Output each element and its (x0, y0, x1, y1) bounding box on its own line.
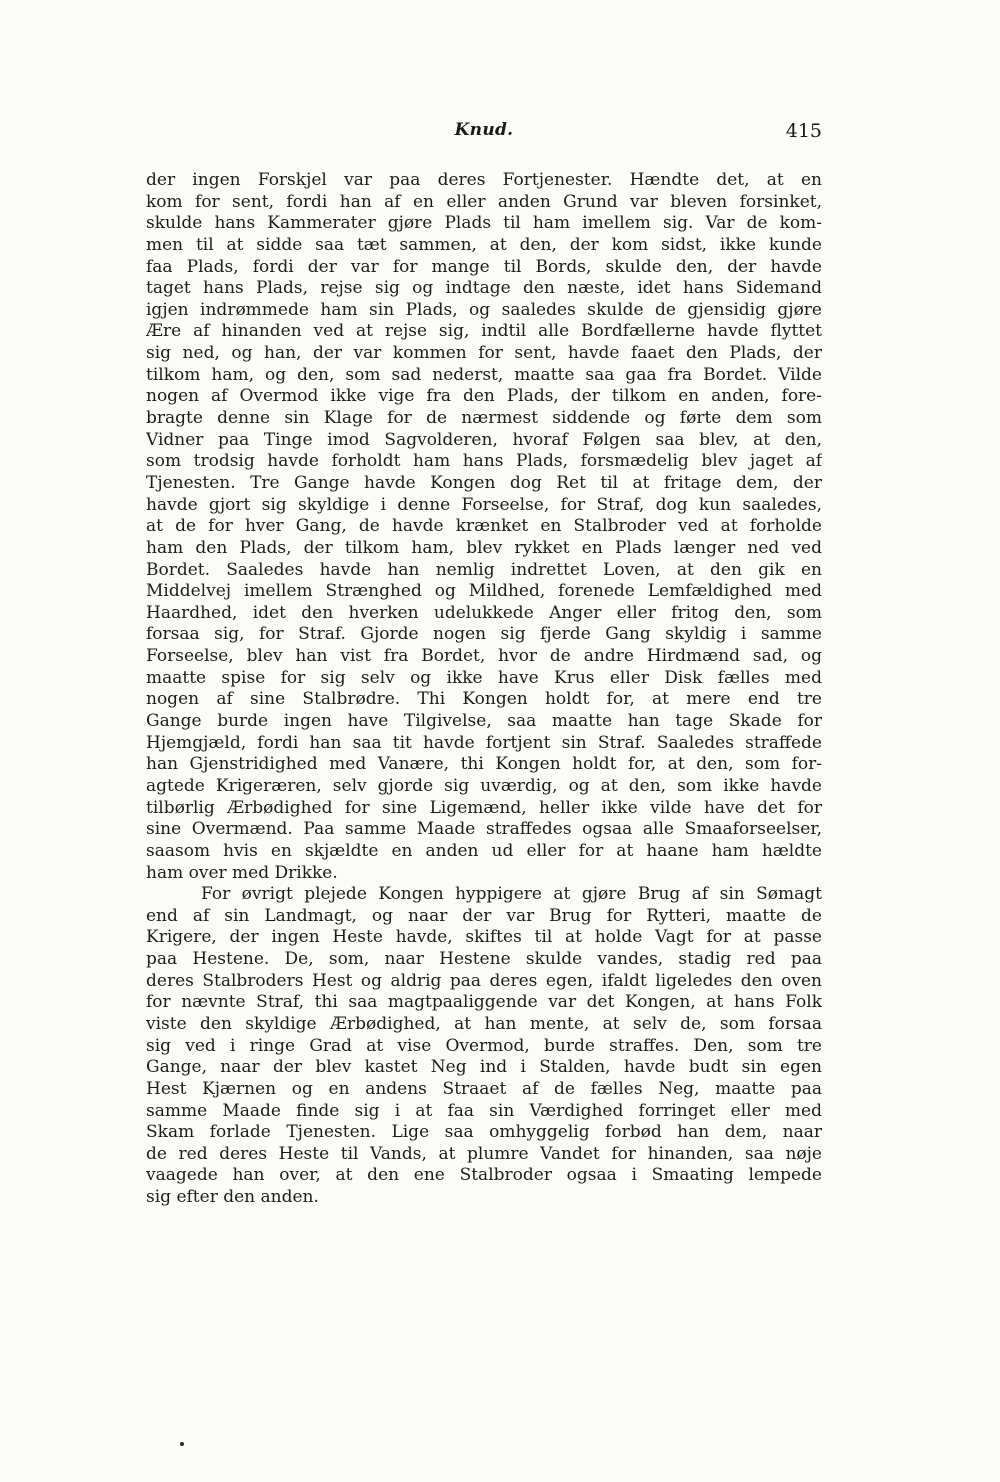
text-line: Tjenesten. Tre Gange havde Kongen dog Ret til at fritage dem, der (146, 472, 822, 493)
text-line: Hest Kjærnen og en andens Straaet af de fælles Neg, maatte paa (146, 1078, 822, 1099)
text-line: nogen af sine Stalbrødre. Thi Kongen holdt for, at mere end tre (146, 689, 822, 710)
text-line: havde gjort sig skyldige i denne Forseelse, for Straf, dog kun saaledes, (146, 494, 822, 515)
text-line: men til at sidde saa tæt sammen, at den, der kom sidst, ikke kunde (146, 234, 822, 255)
text-line: samme Maade finde sig i at faa sin Værdighed forringet eller med (146, 1100, 822, 1121)
text-line: sig efter den anden. (146, 1187, 319, 1208)
text-line: Bordet. Saaledes havde han nemlig indrettet Loven, at den gik en (146, 559, 822, 580)
text-line: sig ved i ringe Grad at vise Overmod, burde straffes. Den, som tre (146, 1035, 822, 1056)
text-line: Gange, naar der blev kastet Neg ind i Stalden, havde budt sin egen (146, 1057, 822, 1078)
text-line: vaagede han over, at den ene Stalbroder ogsaa i Smaating lempede (146, 1165, 822, 1186)
text-line: maatte spise for sig selv og ikke have Krus eller Disk fælles med (146, 667, 822, 688)
text-line: Krigere, der ingen Heste havde, skiftes til at holde Vagt for at passe (146, 927, 822, 948)
text-line: at de for hver Gang, de havde krænket en Stalbroder ved at forholde (146, 516, 822, 537)
paragraph-1 (146, 170, 822, 884)
text-line: end af sin Landmagt, og naar der var Brug for Rytteri, maatte de (146, 905, 822, 926)
text-line: faa Plads, fordi der var for mange til Bords, skulde den, der havde (146, 256, 822, 277)
text-line: Hjemgjæld, fordi han saa tit havde fortjent sin Straf. Saaledes straffede (146, 732, 822, 753)
text-line: sig ned, og han, der var kommen for sent, havde faaet den Plads, der (146, 343, 822, 364)
text-line: sine Overmænd. Paa samme Maade straffedes ogsaa alle Smaaforseelser, (146, 819, 822, 840)
text-line: forsaa sig, for Straf. Gjorde nogen sig fjerde Gang skyldig i samme (146, 624, 822, 645)
text-line: Ære af hinanden ved at rejse sig, indtil alle Bordfællerne havde flyttet (146, 321, 822, 342)
text-line: skulde hans Kammerater gjøre Plads til ham imellem sig. Var de kom- (146, 213, 822, 234)
text-line: tilbørlig Ærbødighed for sine Ligemænd, heller ikke vilde have det for (146, 797, 822, 818)
body-text (146, 170, 822, 1209)
text-line: Haardhed, idet den hverken udelukkede Anger eller fritog den, som (146, 602, 822, 623)
paragraph-2 (146, 884, 822, 1209)
text-line: han Gjenstridighed med Vanære, thi Kongen holdt for, at den, som for- (146, 754, 822, 775)
text-line: taget hans Plads, rejse sig og indtage den næste, idet hans Sidemand (146, 278, 822, 299)
text-line: kom for sent, fordi han af en eller anden Grund var bleven forsinket, (146, 191, 822, 212)
text-line: bragte denne sin Klage for de nærmest siddende og førte dem som (146, 408, 822, 429)
text-line: nogen af Overmod ikke vige fra den Plads, der tilkom en anden, fore- (146, 386, 822, 407)
text-line: Skam forlade Tjenesten. Lige saa omhyggelig forbød han dem, naar (146, 1122, 822, 1143)
running-title: Knud. (454, 120, 514, 140)
text-line: Middelvej imellem Strænghed og Mildhed, forenede Lemfældighed med (146, 581, 822, 602)
text-line: agtede Krigeræren, selv gjorde sig uværdig, og at den, som ikke havde (146, 775, 822, 796)
text-line: saasom hvis en skjældte en anden ud eller for at haane ham hældte (146, 840, 822, 861)
text-line: ham over med Drikke. (146, 862, 338, 883)
text-line: Forseelse, blev han vist fra Bordet, hvor de andre Hirdmænd sad, og (146, 646, 822, 667)
text-line: Gange burde ingen have Tilgivelse, saa maatte han tage Skade for (146, 711, 822, 732)
text-line: ham den Plads, der tilkom ham, blev rykket en Plads længer ned ved (146, 537, 822, 558)
text-line: viste den skyldige Ærbødighed, at han mente, at selv de, som forsaa (146, 1013, 822, 1034)
ink-speck (180, 1442, 184, 1446)
text-line: de red deres Heste til Vands, at plumre Vandet for hinanden, saa nøje (146, 1143, 822, 1164)
running-header (146, 120, 822, 144)
text-line: der ingen Forskjel var paa deres Fortjenester. Hændte det, at en (146, 170, 822, 190)
text-line: som trodsig havde forholdt ham hans Plads, forsmædelig blev jaget af (146, 451, 822, 472)
text-line: deres Stalbroders Hest og aldrig paa deres egen, ifaldt ligeledes den oven (146, 970, 822, 991)
page-number: 415 (785, 120, 822, 142)
text-line: for nævnte Straf, thi saa magtpaaliggende var det Kongen, at hans Folk (146, 992, 822, 1013)
text-line: Vidner paa Tinge imod Sagvolderen, hvoraf Følgen saa blev, at den, (146, 429, 822, 450)
text-line: paa Hestene. De, som, naar Hestene skulde vandes, stadig red paa (146, 949, 822, 970)
text-line: igjen indrømmede ham sin Plads, og saaledes skulde de gjensidig gjøre (146, 299, 822, 320)
text-line: tilkom ham, og den, som sad nederst, maatte saa gaa fra Bordet. Vilde (146, 364, 822, 385)
text-line: For øvrigt plejede Kongen hyppigere at gjøre Brug af sin Sømagt (201, 884, 822, 905)
